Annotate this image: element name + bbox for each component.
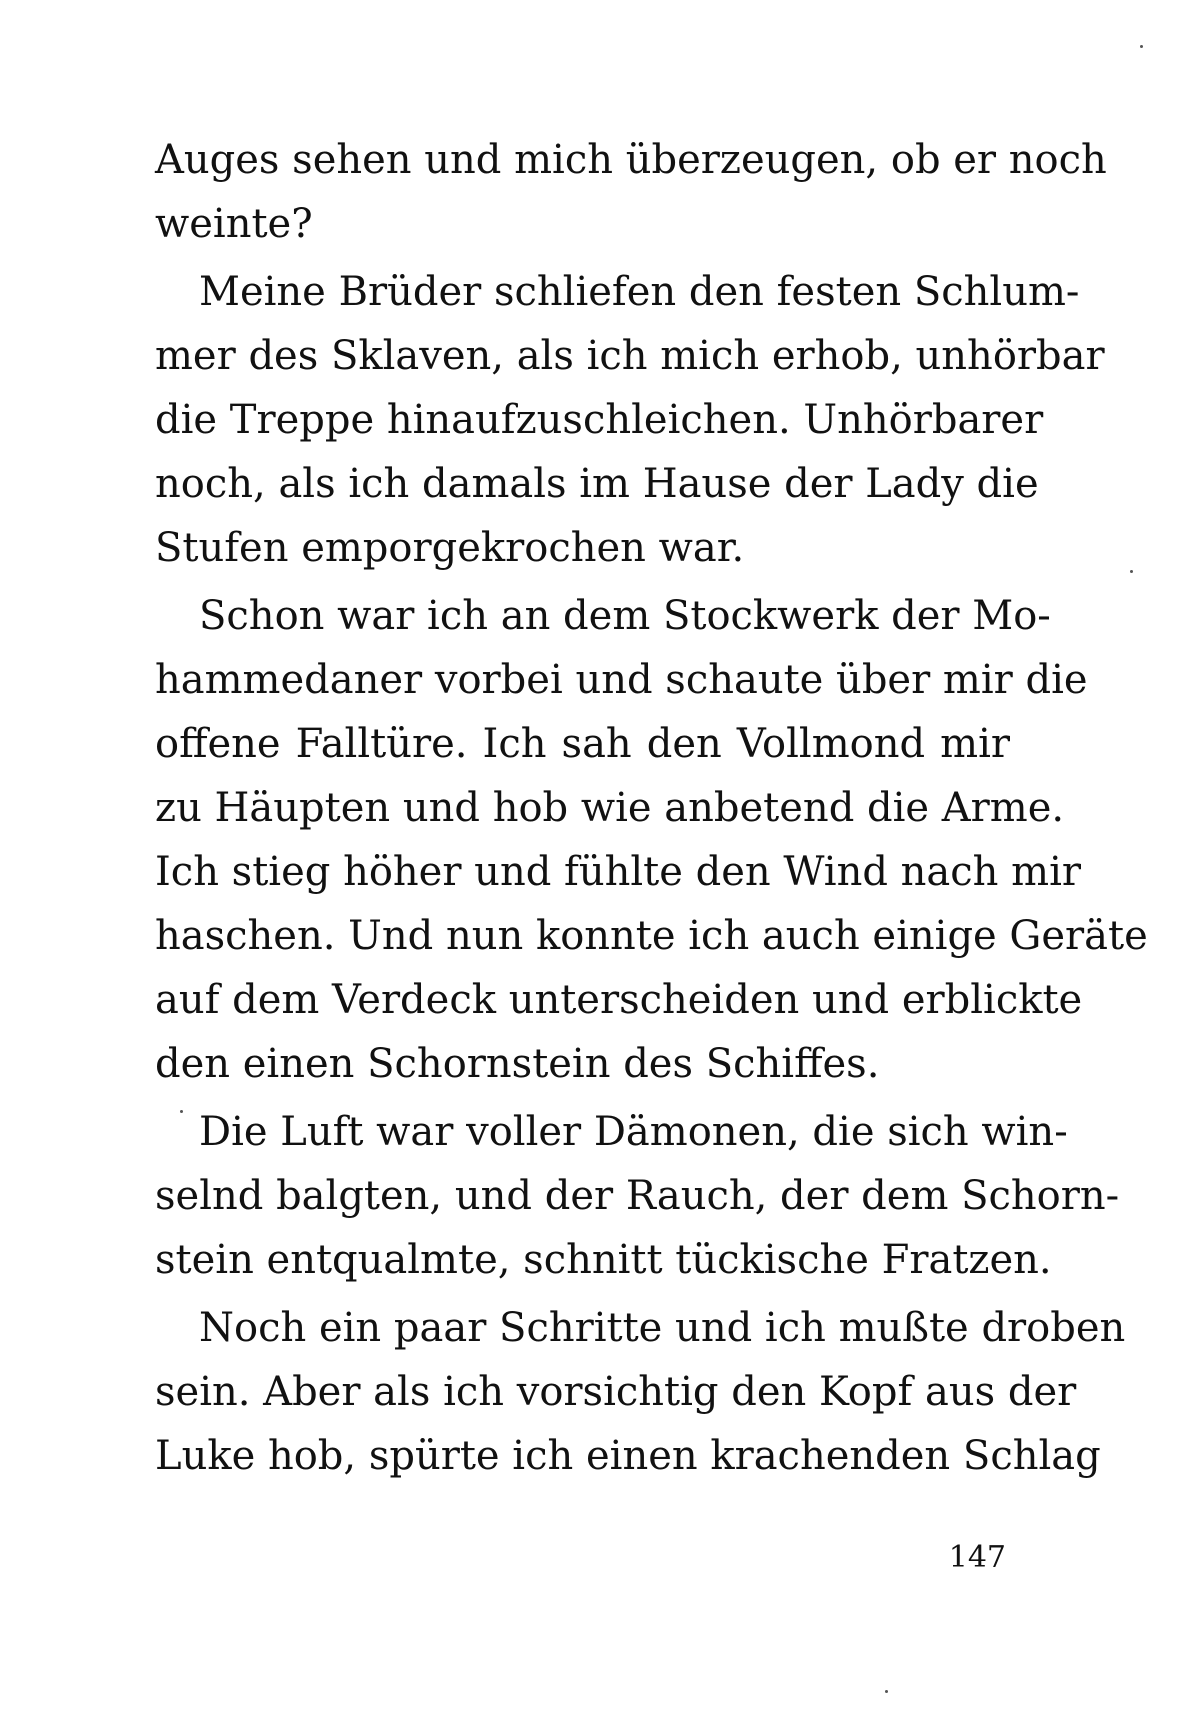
- text-line: Stufen emporgekrochen war.: [155, 525, 745, 571]
- text-line: Auges sehen und mich überzeugen, ob er noch: [155, 137, 1107, 183]
- paragraph: [155, 584, 1148, 1096]
- body-text: [155, 128, 1148, 1488]
- text-line: stein entqualmte, schnitt tückische Fratzen.: [155, 1237, 1052, 1283]
- paragraph: [155, 1296, 1126, 1488]
- scan-speck: [885, 1690, 888, 1693]
- paragraph: [155, 1100, 1120, 1292]
- text-line: die Treppe hinaufzuschleichen. Unhörbarer: [155, 397, 1044, 443]
- text-line: Luke hob, spürte ich einen krachenden Schlag: [155, 1433, 1101, 1479]
- page-number: 147: [948, 1540, 1006, 1575]
- text-line: Schon war ich an dem Stockwerk der Mo-: [199, 593, 1051, 639]
- text-line: Die Luft war voller Dämonen, die sich win-: [199, 1109, 1068, 1155]
- text-line: haschen. Und nun konnte ich auch einige Geräte: [155, 913, 1148, 959]
- text-line: offene Falltüre. Ich sah den Vollmond mir: [155, 721, 1010, 767]
- text-line: hammedaner vorbei und schaute über mir die: [155, 657, 1088, 703]
- text-line: zu Häupten und hob wie anbetend die Arme.: [155, 785, 1065, 831]
- paragraph: [155, 260, 1105, 580]
- text-line: den einen Schornstein des Schiffes.: [155, 1041, 880, 1087]
- scan-speck: [1140, 45, 1143, 48]
- scan-speck: [180, 1110, 183, 1113]
- text-line: auf dem Verdeck unterscheiden und erblickte: [155, 977, 1083, 1023]
- text-line: Meine Brüder schliefen den festen Schlum-: [199, 269, 1080, 315]
- text-line: selnd balgten, und der Rauch, der dem Schorn-: [155, 1173, 1120, 1219]
- text-line: Noch ein paar Schritte und ich mußte droben: [199, 1305, 1126, 1351]
- text-line: sein. Aber als ich vorsichtig den Kopf aus der: [155, 1369, 1077, 1415]
- text-line: Ich stieg höher und fühlte den Wind nach mir: [155, 849, 1081, 895]
- scan-speck: [1130, 570, 1133, 573]
- text-line: noch, als ich damals im Hause der Lady die: [155, 461, 1039, 507]
- text-line: mer des Sklaven, als ich mich erhob, unhörbar: [155, 333, 1105, 379]
- paragraph: [155, 128, 1107, 256]
- text-line: weinte?: [155, 201, 313, 247]
